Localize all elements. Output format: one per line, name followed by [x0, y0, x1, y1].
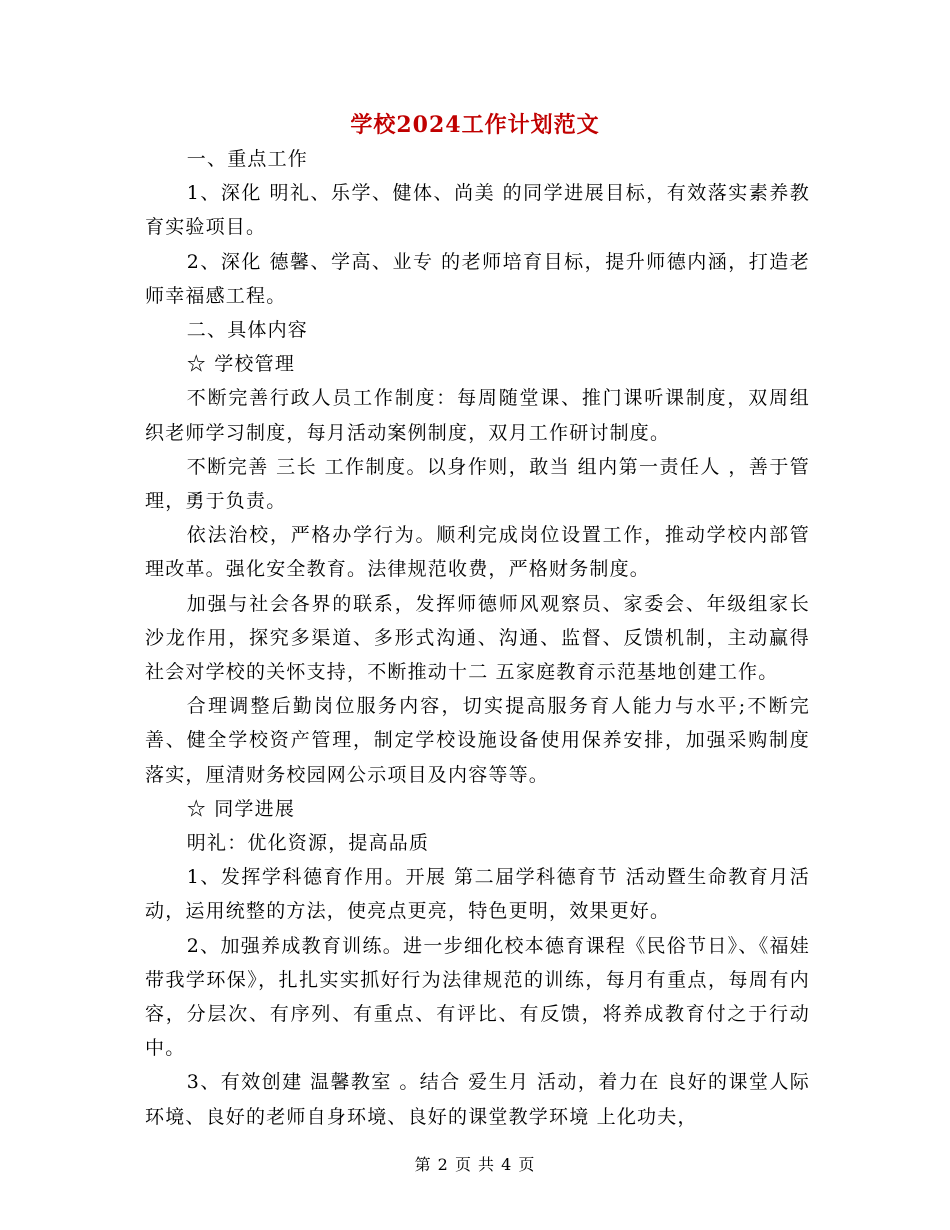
- subsection-heading: ☆ 学校管理: [186, 353, 296, 376]
- paragraph: 2、加强养成教育训练。进一步细化校本德育课程《民俗节日》、《福娃带我学环保》，扎扎实实抓好行为法律规范的训练，每月有重点，每周有内容，分层次、有序列、有重点、有评比、有反馈，将养成教育付之于行动中。: [145, 934, 810, 1060]
- paragraph: 3、有效创建 温馨教室 。结合 爱生月 活动，着力在 良好的课堂人际环境、良好的老师自身环境、良好的课堂教学环境 上化功夫，: [145, 1071, 810, 1128]
- paragraph: 不断完善 三长 工作制度。以身作则，敢当 组内第一责任人 ，善于管理，勇于负责。: [145, 455, 810, 513]
- paragraph: 依法治校，严格办学行为。顺利完成岗位设置工作，推动学校内部管理改革。强化安全教育。法律规范收费，严格财务制度。: [145, 524, 810, 581]
- paragraph: 2、深化 德馨、学高、业专 的老师培育目标，提升师德内涵，打造老师幸福感工程。: [145, 250, 810, 307]
- paragraph: 合理调整后勤岗位服务内容，切实提高服务育人能力与水平;不断完善、健全学校资产管理，制定学校设施设备使用保养安排，加强采购制度落实，厘清财务校园网公示项目及内容等等。: [145, 695, 810, 786]
- paragraph: 明礼：优化资源，提高品质: [186, 832, 430, 855]
- section-heading: 一、重点工作: [186, 148, 308, 170]
- document-title: 学校2024工作计划范文: [350, 112, 600, 138]
- subsection-heading: ☆ 同学进展: [186, 797, 296, 820]
- document-body: [145, 142, 810, 1134]
- section-heading: 二、具体内容: [186, 319, 308, 342]
- paragraph: 1、深化 明礼、乐学、健体、尚美 的同学进展目标，有效落实素养教育实验项目。: [145, 182, 810, 239]
- page-footer: 第 2 页 共 4 页: [414, 1155, 536, 1174]
- paragraph: 1、发挥学科德育作用。开展 第二届学科德育节 活动暨生命教育月活动，运用统整的方法，使亮点更亮，特色更明，效果更好。: [145, 866, 810, 923]
- paragraph: 加强与社会各界的联系，发挥师德师风观察员、家委会、年级组家长沙龙作用，探究多渠道、多形式沟通、沟通、监督、反馈机制，主动赢得社会对学校的关怀支持，不断推动十二 五家庭教育示范基地创建工作。: [145, 592, 810, 684]
- paragraph: 不断完善行政人员工作制度：每周随堂课、推门课听课制度，双周组织老师学习制度，每月活动案例制度，双月工作研讨制度。: [145, 387, 810, 444]
